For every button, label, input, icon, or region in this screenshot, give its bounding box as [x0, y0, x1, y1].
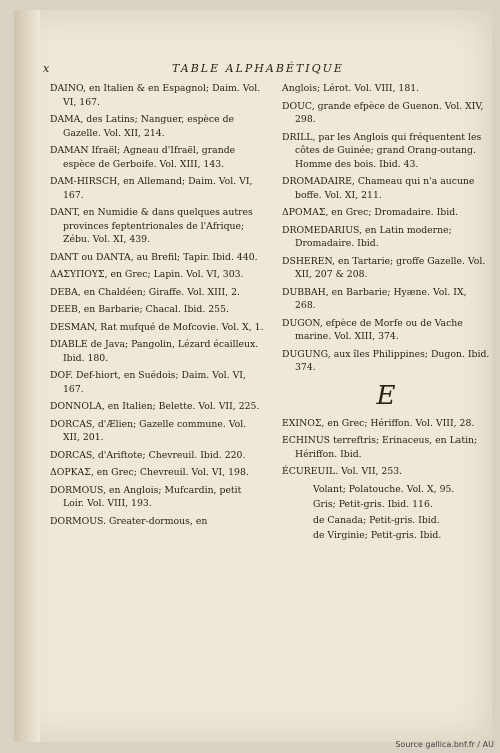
index-entry: DORMOUS, en Anglois; Mufcardin, petit Loir. Vol. VIII, 193.	[50, 484, 242, 509]
index-entry: DSHEREN, en Tartarie; groffe Gazelle. Vol. XII, 207 & 208.	[282, 255, 486, 280]
index-entry: DRILL, par les Anglois qui fréquentent les côtes de Guinée; grand Orang-outang. Homme des bois. Ibid. 43.	[282, 131, 482, 170]
index-entry: ECHINUS terreftris; Erinaceus, en Latin; Hériffon. Ibid.	[282, 435, 478, 460]
book-page	[14, 10, 492, 742]
index-entry: DORCAS, d'Ælien; Gazelle commune. Vol. XII, 201.	[50, 418, 247, 443]
index-entry: DAM-HIRSCH, en Allemand; Daim. Vol. VI, 167.	[50, 176, 253, 201]
index-entry: DORCAS, d'Ariftote; Chevreuil. Ibid. 220.	[50, 449, 246, 461]
index-entry: ΔΡΟΜΑΣ, en Grec; Dromadaire. Ibid.	[282, 207, 459, 218]
index-subentry: de Canada; Petit-gris. Ibid.	[313, 514, 440, 526]
index-entry: Anglois; Lérot. Vol. VIII, 181.	[282, 83, 420, 94]
index-entry: DUGUNG, aux îles Philippines; Dugon. Ibid. 374.	[282, 348, 490, 373]
left-column	[50, 82, 265, 532]
index-entry: DONNOLA, en Italien; Belette. Vol. VII, 225.	[50, 401, 260, 412]
index-entry: DUBBAH, en Barbarie; Hyæne. Vol. IX, 268.	[282, 286, 467, 311]
right-column	[282, 82, 490, 545]
page-title: TABLE ALPHABÉTIQUE	[172, 62, 344, 75]
page-gutter	[14, 10, 40, 742]
index-entry: DESMAN, Rat mufqué de Mofcovie. Vol. X, 1.	[50, 321, 264, 333]
index-entry: DEBA, en Chaldéen; Giraffe. Vol. XIII, 2.	[50, 286, 240, 298]
index-entry: ÉCUREUIL. Vol. VII, 253.	[282, 466, 403, 477]
index-entry: DORMOUS. Greater-dormous, en	[50, 515, 208, 527]
source-credit: Source gallica.bnf.fr / AU	[395, 740, 494, 749]
index-entry: DANT, en Numidie & dans quelques autres provinces feptentrionales de l'Afrique; Zébu. Vol. XI, 439.	[50, 207, 253, 245]
index-entry: DEEB, en Barbarie; Chacal. Ibid. 255.	[50, 304, 229, 315]
index-subentry: de Virginie; Petit-gris. Ibid.	[313, 530, 442, 541]
index-entry: ΔΟΡΚΑΣ, en Grec; Chevreuil. Vol. VI, 198.	[50, 467, 249, 478]
index-entry: DUGON, efpèce de Morfe ou de Vache marine. Vol. XIII, 374.	[282, 317, 463, 342]
index-subentry: Gris; Petit-gris. Ibid. 116.	[313, 499, 433, 510]
index-entry: DAMAN Ifraël; Agneau d'Ifraël, grande espèce de Gerboife. Vol. XIII, 143.	[50, 145, 236, 170]
index-subentry: Volant; Polatouche. Vol. X, 95.	[313, 483, 455, 495]
page-number: x	[43, 62, 52, 75]
index-entry: DOF. Def-hiort, en Suédois; Daim. Vol. VI, 167.	[50, 370, 246, 395]
index-entry: ΔΑΣΥΠΟΥΣ, en Grec; Lapin. Vol. VI, 303.	[50, 269, 244, 280]
index-entry: DOUC, grande efpèce de Guenon. Vol. XIV, 298.	[282, 100, 484, 125]
index-entry: EXINOΣ, en Grec; Hériffon. Vol. VIII, 28.	[282, 417, 475, 429]
index-entry: DROMEDARIUS, en Latin moderne; Dromadaire. Ibid.	[282, 224, 452, 249]
index-entry: DAMA, des Latins; Nanguer, espèce de Gazelle. Vol. XII, 214.	[50, 114, 235, 139]
index-entry: DAINO, en Italien & en Espagnol; Daim. Vol. VI, 167.	[50, 83, 261, 108]
index-entry: DANT ou DANTA, au Brefil; Tapir. Ibid. 440.	[50, 251, 258, 263]
section-letter: E	[376, 380, 396, 411]
index-entry: DIABLE de Java; Pangolin, Lézard écailleux. Ibid. 180.	[50, 339, 259, 364]
index-entry: DROMADAIRE, Chameau qui n'a aucune boffe. Vol. XI, 211.	[282, 176, 475, 201]
